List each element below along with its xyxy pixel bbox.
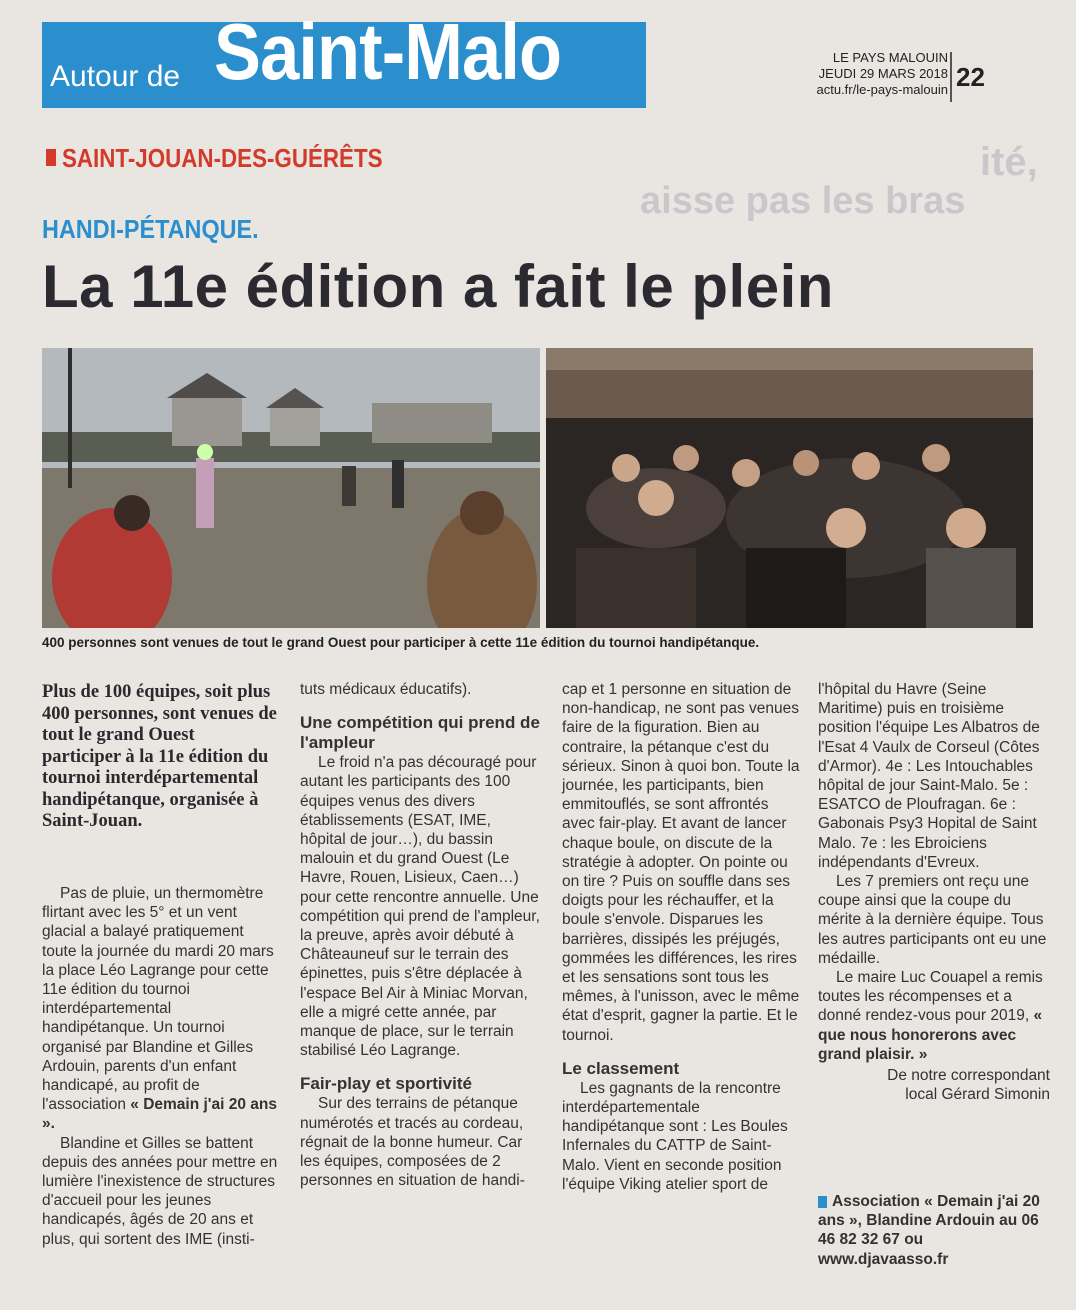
column-4 [818,680,1050,1104]
section-marker [46,149,56,166]
mayor-quote: « que nous honorerons avec grand plaisir. » [818,1007,1043,1063]
column-4-paragraph-2: Le maire Luc Couapel a remis toutes les récompenses et a donné rendez-vous pour 2019, [818,969,1043,1025]
column-4-continuation: l'hôpital du Havre (Seine Maritime) puis en troisième position l'équipe Les Albatros de l'Esat 4 Vaulx de Corseul (Côtes d'Armor). 4e : Les Intouchables hôpital de jour Saint-Malo. 5e : ESATCO de Ploufragan. 6e : Gabonais Psy3 Hopital de Saint Malo. 7e : les Ebroiciens indépendants d'Evreux. [818,681,1040,871]
subhead-ranking: Le classement [562,1058,680,1078]
column-4-paragraph-1: Les 7 premiers ont reçu une coupe ainsi que la coupe du mérite à la dernière équipe. Tous les autres participants ont eu une médaille. [818,873,1047,967]
masthead-prefix: Autour de [50,60,181,93]
photo-outdoor-petanque [42,348,540,628]
publication-name: LE PAYS MALOUIN [832,50,948,65]
byline-line-1: De notre correspondant [887,1067,1050,1085]
column-1-paragraph-1: Pas de pluie, un thermomètre flirtant avec les 5° et un vent glacial a balayé pratiquement toute la journée du mardi 20 mars la place Léo Lagrange pour cette 11e édition du tournoi interdépartemental handipétanque. Un tournoi organisé par Blandine et Gilles Ardouin, parents d'un enfant handicapé, au profit de l'association [42,885,274,1114]
subhead-competition: Une compétition qui prend de l'ampleur [300,713,540,753]
subhead-fair-play: Fair-play et sportivité [300,1074,472,1094]
column-2-paragraph-2: Sur des terrains de pétanque numérotés et tracés au cordeau, régnait de la bonne humeur. Car les équipes, composées de 2 personnes en situation de handi- [300,1095,525,1190]
column-1 [42,884,278,1249]
photo-caption: 400 personnes sont venues de tout le grand Ouest pour participer à cette 11e édition du tournoi handipétanque. [42,635,760,650]
association-contact: Association « Demain j'ai 20 ans », Blandine Ardouin au 06 46 82 32 67 ou www.djavaasso.fr [818,1193,1040,1268]
photo-indoor-crowd [546,348,1033,628]
column-3 [562,680,800,1194]
show-through-text-1: ité, [980,140,1038,184]
association-name: « Demain j'ai 20 ans ». [42,1096,277,1133]
show-through-text-2: aisse pas les bras [640,180,966,222]
page-number: 22 [956,62,985,92]
article-kicker: HANDI-PÉTANQUE. [42,214,259,244]
column-2-paragraph-1: Le froid n'a pas découragé pour autant les participants des 100 équipes venus des divers établissements (ESAT, IME, hôpital de jour…), du bassin malouin et du grand Ouest (Le Havre, Rouen, Lisieux, Caen…) pour cette rencontre annuelle. Une compétition qui prend de l'ampleur, la preuve, après avoir débuté à Châteauneuf sur le terrain des épinettes, puis s'être déplacée à l'espace Bel Air à Miniac Morvan, elle a migré cette année, par manque de place, sur le terrain stabilisé Léo Lagrange. [300,754,540,1060]
masthead-town: Saint-Malo [214,7,562,96]
publication-date: JEUDI 29 MARS 2018 [818,66,948,81]
column-3-continuation: cap et 1 personne en situation de non-handicap, ne sont pas venues faire de la figuration. Bien au contraire, la pétanque c'est du sérieux. Sinon à quoi bon. Toute la journée, les participants, bien emmitouflés, se sont affrontés avec fair-play. Et avant de lancer chaque boule, on discute de la stratégie à adopter. On pointe ou on tire ? Puis on souffle dans ses doigts pour les réchauffer, et la boule s'envole. Disparues les barrières, dissipés les préjugés, gommées les différences, les rires et les sensations sont tous les mêmes, à l'unisson, avec le même état d'esprit, gagner la partie. Et le tournoi. [562,681,800,1044]
column-3-paragraph-1: Les gagnants de la rencontre interdépartementale handipétanque sont : Les Boules Infernales du CATTP de Saint-Malo. Vient en seconde position l'équipe Viking atelier sport de [562,1079,788,1193]
article-lede: Plus de 100 équipes, soit plus 400 personnes, sont venues de tout le grand Ouest participer à la 11e édition du tournoi interdépartemental handipétanque, organisée à Saint-Jouan. [42,682,277,831]
column-2 [300,680,540,1190]
byline-line-2: local Gérard Simonin [905,1086,1050,1104]
column-1-paragraph-2: Blandine et Gilles se battent depuis des années pour mettre en lumière l'inexistence de structures d'accueil pour les jeunes handicapés, âgés de 20 ans et plus, qui sortent des IME (insti- [42,1134,278,1248]
section-title: SAINT-JOUAN-DES-GUÉRÊTS [62,143,383,173]
column-2-continuation: tuts médicaux éducatifs). [300,681,472,698]
publication-url: actu.fr/le-pays-malouin [816,82,948,97]
page-number-divider [950,52,952,102]
publication-info [786,50,948,98]
article-headline: La 11e édition a fait le plein [42,253,834,320]
